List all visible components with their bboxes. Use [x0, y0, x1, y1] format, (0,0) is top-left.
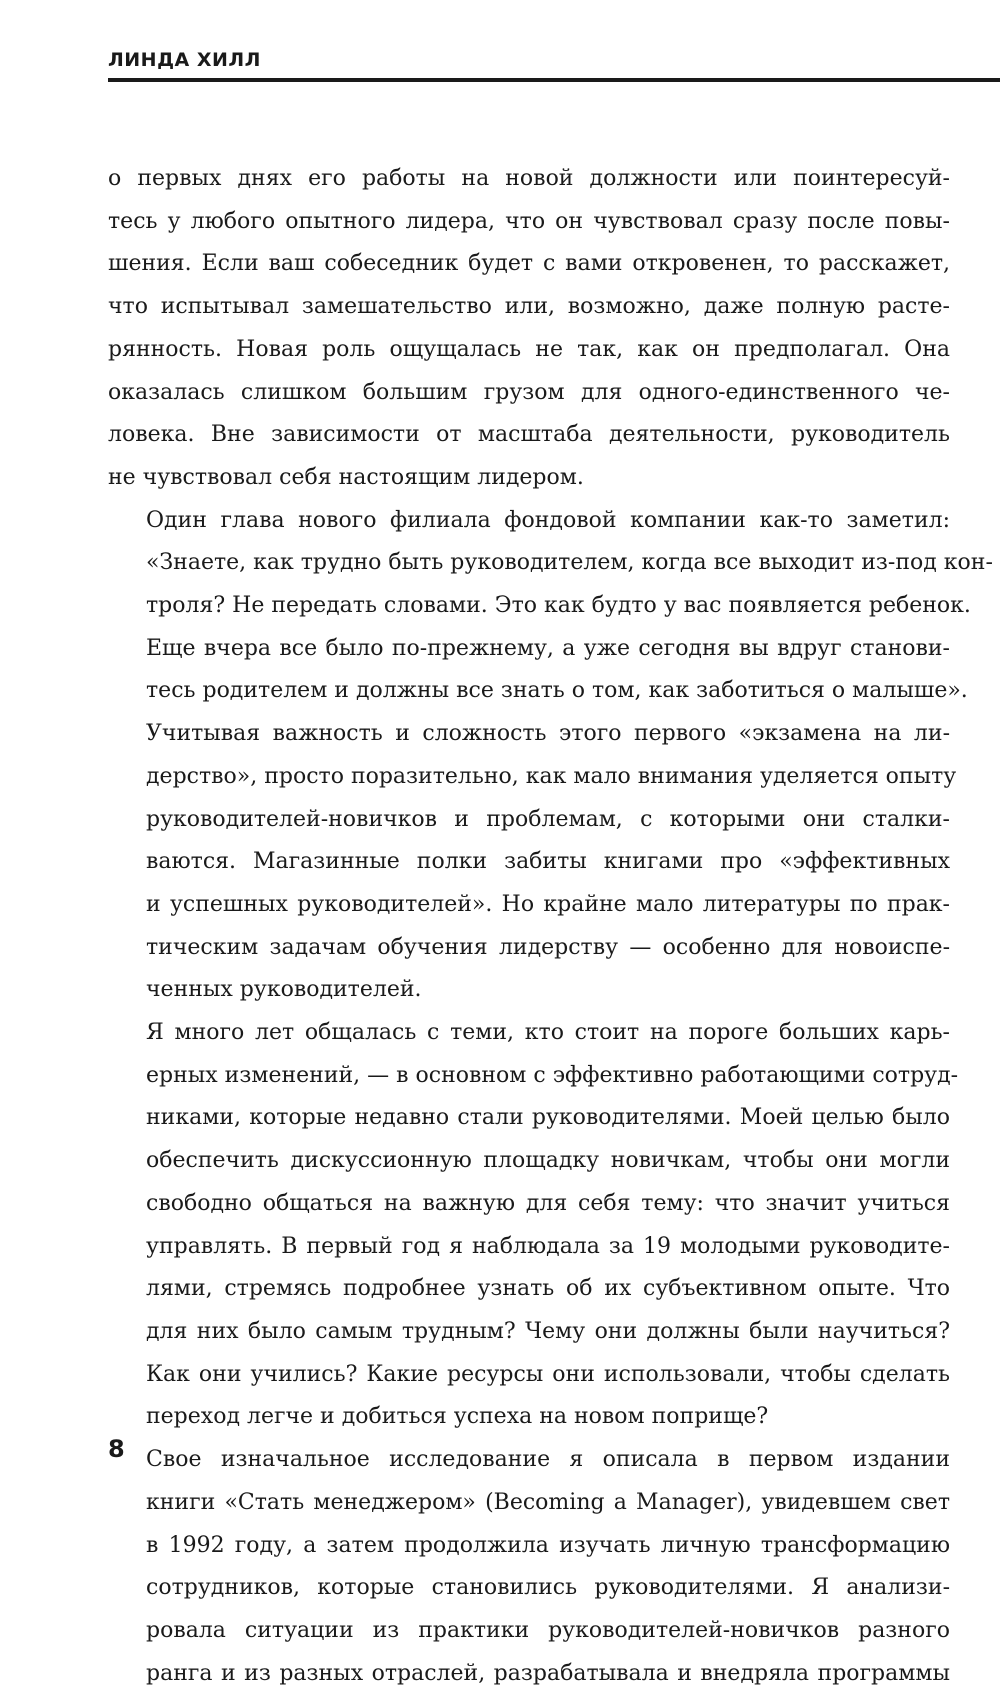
paragraph	[108, 1439, 950, 1695]
text-line: Свое изначальное исследование я описала в первом издании	[146, 1447, 950, 1473]
text-line: для них было самым трудным? Чему они должны были научиться?	[146, 1318, 950, 1344]
text-line: в 1992 году, а затем продолжила изучать личную трансформацию	[146, 1532, 950, 1558]
body-text	[108, 158, 993, 1695]
text-line: тическим задачам обучения лидерству — особенно для новоиспе-	[146, 934, 950, 960]
text-line: Один глава нового филиала фондовой компании как-то заметил:	[146, 507, 950, 533]
text-line: Учитывая важность и сложность этого первого «экзамена на ли-	[146, 721, 950, 747]
text-line: Я много лет общалась с теми, кто стоит на пороге больших карь-	[146, 1020, 950, 1046]
text-line: «Знаете, как трудно быть руководителем, когда все выходит из-под кон-	[146, 550, 993, 576]
header-rule	[108, 78, 1000, 82]
text-line: сотрудников, которые становились руководителями. Я анализи-	[146, 1575, 950, 1601]
text-line: свободно общаться на важную для себя тему: что значит учиться	[146, 1190, 950, 1216]
paragraph	[108, 713, 957, 1012]
text-line: ченных руководителей.	[146, 977, 422, 1003]
text-line: рянность. Новая роль ощущалась не так, как он предполагал. Она	[108, 336, 950, 362]
text-line: никами, которые недавно стали руководителями. Моей целью было	[146, 1105, 950, 1131]
text-line: руководителей-новичков и проблемам, с которыми они сталки-	[146, 806, 950, 832]
paragraph	[108, 158, 950, 500]
text-line: что испытывал замешательство или, возможно, даже полную расте-	[108, 294, 950, 320]
page-number: 8	[108, 1435, 125, 1463]
text-line: ранга и из разных отраслей, разрабатывала и внедряла программы	[146, 1660, 950, 1686]
paragraph	[108, 1012, 959, 1439]
text-line: переход легче и добиться успеха на новом поприще?	[146, 1404, 769, 1430]
text-line: лями, стремясь подробнее узнать об их субъективном опыте. Что	[146, 1276, 950, 1302]
text-line: и успешных руководителей». Но крайне мало литературы по прак-	[146, 891, 950, 917]
text-line: не чувствовал себя настоящим лидером.	[108, 464, 584, 490]
text-line: управлять. В первый год я наблюдала за 19 молодыми руководите-	[146, 1233, 950, 1259]
text-line: тесь родителем и должны все знать о том, как заботиться о малыше».	[146, 678, 968, 704]
text-line: ровала ситуации из практики руководителей-новичков разного	[146, 1617, 950, 1643]
text-line: тесь у любого опытного лидера, что он чувствовал сразу после повы-	[108, 208, 950, 234]
text-line: о первых днях его работы на новой должности или поинтересуй-	[108, 166, 950, 191]
text-line: Как они учились? Какие ресурсы они использовали, чтобы сделать	[146, 1361, 950, 1387]
text-line: ловека. Вне зависимости от масштаба деятельности, руководитель	[108, 422, 950, 448]
text-line: троля? Не передать словами. Это как будто у вас появляется ребенок.	[146, 593, 971, 619]
text-line: шения. Если ваш собеседник будет с вами откровенен, то расскажет,	[108, 251, 950, 277]
text-line: Еще вчера все было по-прежнему, а уже сегодня вы вдруг станови-	[146, 635, 950, 661]
text-line: оказалась слишком большим грузом для одного-единственного че-	[108, 379, 950, 405]
text-line: ваются. Магазинные полки забиты книгами про «эффективных	[146, 849, 950, 875]
text-line: дерство», просто поразительно, как мало внимания уделяется опыту	[146, 763, 957, 789]
text-line: обеспечить дискуссионную площадку новичкам, чтобы они могли	[146, 1148, 950, 1174]
running-head-author: ЛИНДА ХИЛЛ	[108, 49, 261, 71]
paragraph	[108, 500, 993, 714]
text-line: книги «Стать менеджером» (Becoming a Manager), увидевшем свет	[146, 1489, 950, 1515]
text-line: ерных изменений, — в основном с эффективно работающими сотруд-	[146, 1062, 959, 1088]
